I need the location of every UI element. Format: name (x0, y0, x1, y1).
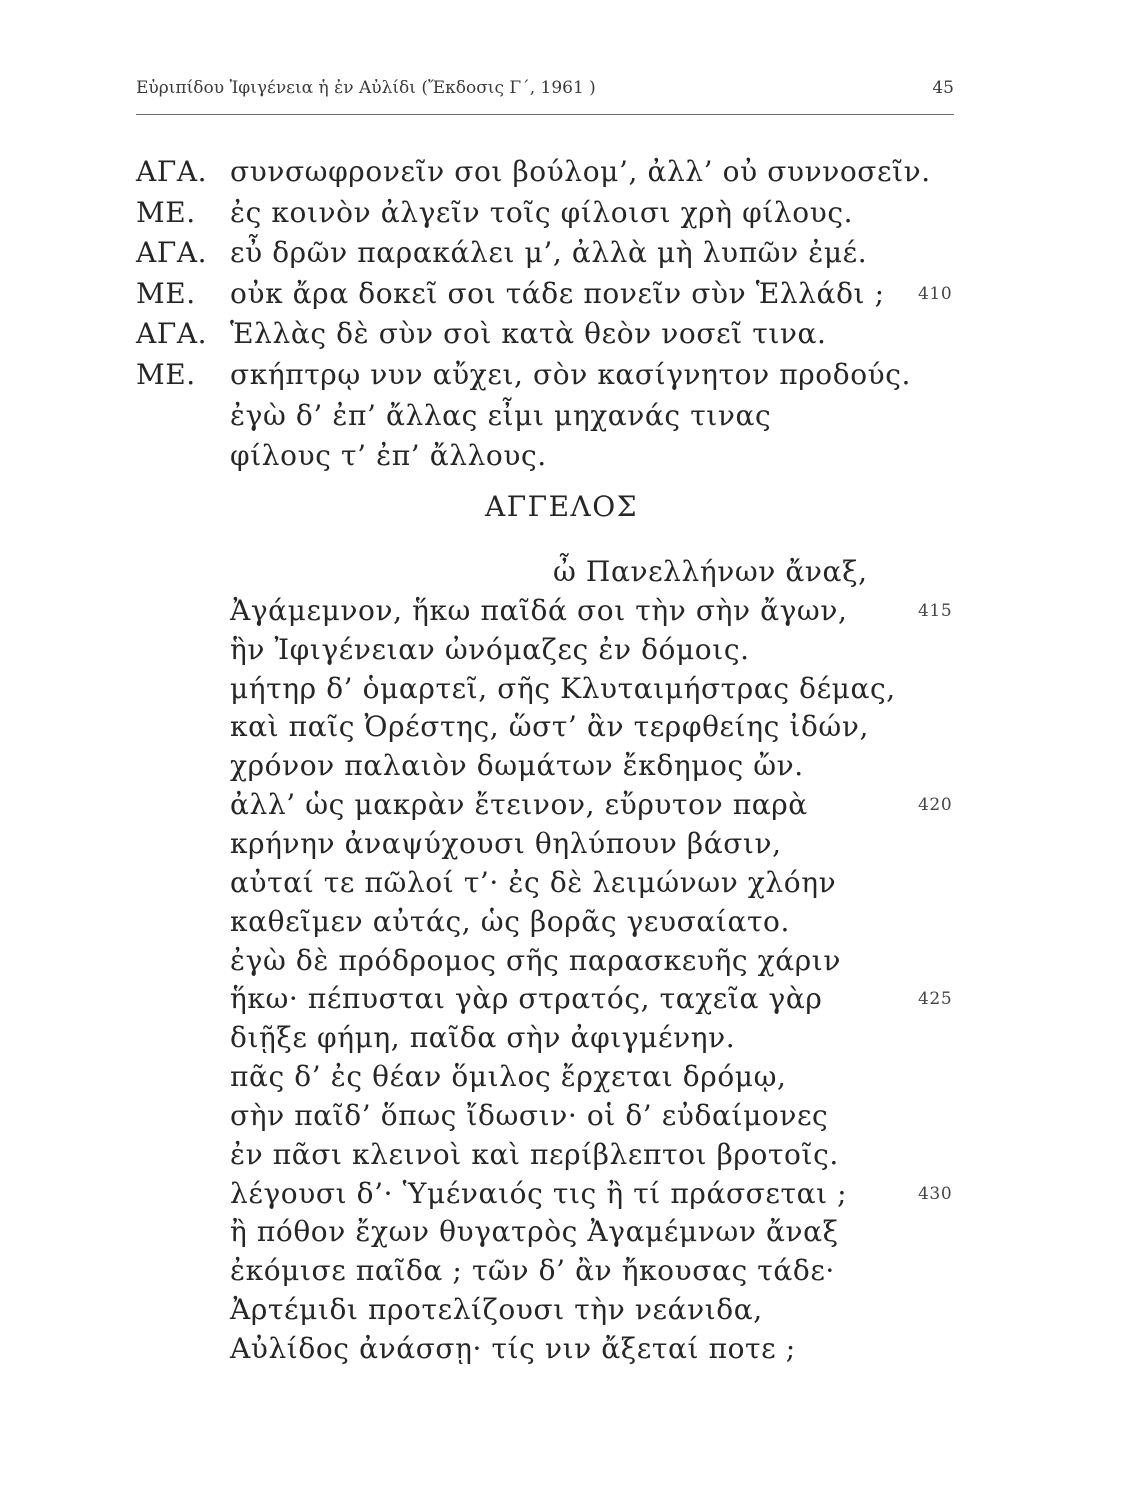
speaker-label: ΜΕ. (136, 276, 196, 310)
verse-line (0, 1174, 1123, 1214)
verse-line (0, 355, 1123, 395)
verse-line (0, 1251, 1123, 1291)
verse-text: ἣν Ἰφιγένειαν ὠνόμαζες ἐν δόμοις. (230, 632, 750, 666)
verse-text: λέγουσι δ’· Ὑμέναιός τις ἢ τί πράσσεται ; (230, 1176, 848, 1210)
header-rule (136, 114, 954, 115)
verse-line (0, 396, 1123, 436)
verse-text: καὶ παῖς Ὀρέστης, ὥστ’ ἂν τερφθείης ἰδών, (230, 710, 869, 744)
verse-text: ἐκόμισε παῖδα ; τῶν δ’ ἂν ἤκουσας τάδε· (230, 1254, 835, 1288)
verse-line (0, 1212, 1123, 1252)
header-title: Εὐριπίδου Ἰφιγένεια ἡ ἐν Αὐλίδι (Ἔκδοσις Γ΄, 1961 ) (136, 78, 596, 98)
page-number: 45 (932, 78, 954, 98)
verse-line (0, 707, 1123, 747)
verse-text: οὐκ ἄρα δοκεῖ σοι τάδε πονεῖν σὺν Ἑλλάδι ; (230, 276, 885, 310)
verse-line (0, 314, 1123, 354)
verse-text: πᾶς δ’ ἐς θέαν ὅμιλος ἔρχεται δρόμῳ, (230, 1060, 787, 1094)
verse-text: Ἑλλὰς δὲ σὺν σοὶ κατὰ θεὸν νοσεῖ τινα. (230, 317, 827, 351)
verse-line (0, 1329, 1123, 1369)
verse-line (0, 979, 1123, 1019)
verse-text: αὐταί τε πῶλοί τ’· ἐς δὲ λειμώνων χλόην (230, 865, 837, 899)
verse-line (0, 591, 1123, 631)
verse-line (0, 1018, 1123, 1058)
line-number: 425 (918, 989, 953, 1010)
line-number: 415 (918, 600, 953, 621)
verse-text: καθεῖμεν αὐτάς, ὡς βορᾶς γευσαίατο. (230, 904, 791, 938)
verse-line (0, 785, 1123, 825)
verse-line (0, 746, 1123, 786)
verse-text: Ἀρτέμιδι προτελίζουσι τὴν νεάνιδα, (230, 1293, 763, 1327)
verse-text: διῇξε φήμη, παῖδα σὴν ἀφιγμένην. (230, 1021, 736, 1055)
verse-text: Ἀγάμεμνον, ἥκω παῖδά σοι τὴν σὴν ἄγων, (230, 593, 848, 627)
verse-line (0, 630, 1123, 670)
verse-text: σὴν παῖδ’ ὅπως ἴδωσιν· οἱ δ’ εὐδαίμονες (230, 1098, 829, 1132)
verse-text: σκήπτρῳ νυν αὔχει, σὸν κασίγνητον προδούς. (230, 358, 912, 391)
verse-text: ἢ πόθον ἔχων θυγατρὸς Ἀγαμέμνων ἄναξ (230, 1215, 839, 1249)
verse-line (0, 824, 1123, 864)
verse-text: χρόνον παλαιὸν δωμάτων ἔκδημος ὤν. (230, 749, 804, 783)
verse-line (0, 436, 1123, 476)
verse-line (0, 941, 1123, 981)
verse-text: φίλους τ’ ἐπ’ ἄλλους. (230, 439, 547, 473)
line-number: 430 (918, 1183, 953, 1204)
verse-line (0, 1135, 1123, 1175)
verse-text: ἐγὼ δ’ ἐπ’ ἄλλας εἶμι μηχανάς τινας (230, 398, 772, 432)
verse-text: ἐγὼ δὲ πρόδρομος σῆς παρασκευῆς χάριν (230, 943, 841, 977)
speaker-label: ΜΕ. (136, 195, 196, 229)
verse-line (0, 152, 1123, 192)
verse-line (0, 1057, 1123, 1097)
verse-line (0, 1096, 1123, 1136)
verse-text: μήτηρ δ’ ὁμαρτεῖ, σῆς Κλυταιμήστρας δέμας, (230, 671, 896, 705)
verse-line (0, 193, 1123, 233)
line-number: 410 (918, 283, 953, 304)
verse-line (0, 902, 1123, 942)
messenger-heading: ΑΓΓΕΛΟΣ (485, 490, 638, 523)
verse-text: εὖ δρῶν παρακάλει μ’, ἀλλὰ μὴ λυπῶν ἐμέ. (230, 236, 868, 270)
verse-text: συνσωφρονεῖν σοι βούλομ’, ἀλλ’ οὐ συννοσεῖν. (230, 155, 931, 188)
verse-text: ἀλλ’ ὡς μακρὰν ἔτεινον, εὔρυτον παρὰ (230, 788, 808, 822)
speaker-label: ΜΕ. (136, 358, 196, 391)
verse-line (0, 669, 1123, 709)
speaker-label: ΑΓΑ. (136, 236, 208, 270)
line-number: 420 (918, 795, 953, 816)
verse-text: ὦ Πανελλήνων ἄναξ, (553, 555, 868, 588)
speaker-label: ΑΓΑ. (136, 317, 208, 351)
verse-line (0, 274, 1123, 314)
verse-line (0, 552, 1123, 592)
verse-text: ἐς κοινὸν ἀλγεῖν τοῖς φίλοισι χρὴ φίλους. (230, 195, 854, 229)
speaker-label: ΑΓΑ. (136, 155, 208, 188)
verse-text: Αὐλίδος ἀνάσσῃ· τίς νιν ἄξεταί ποτε ; (230, 1332, 796, 1365)
verse-text: κρήνην ἀναψύχουσι θηλύπουν βάσιν, (230, 826, 782, 860)
verse-line (0, 233, 1123, 273)
verse-line (0, 863, 1123, 903)
running-header (136, 78, 954, 102)
verse-text: ἐν πᾶσι κλεινοὶ καὶ περίβλεπτοι βροτοῖς. (230, 1137, 839, 1171)
verse-line (0, 1290, 1123, 1330)
verse-text: ἥκω· πέπυσται γὰρ στρατός, ταχεῖα γὰρ (230, 982, 823, 1016)
